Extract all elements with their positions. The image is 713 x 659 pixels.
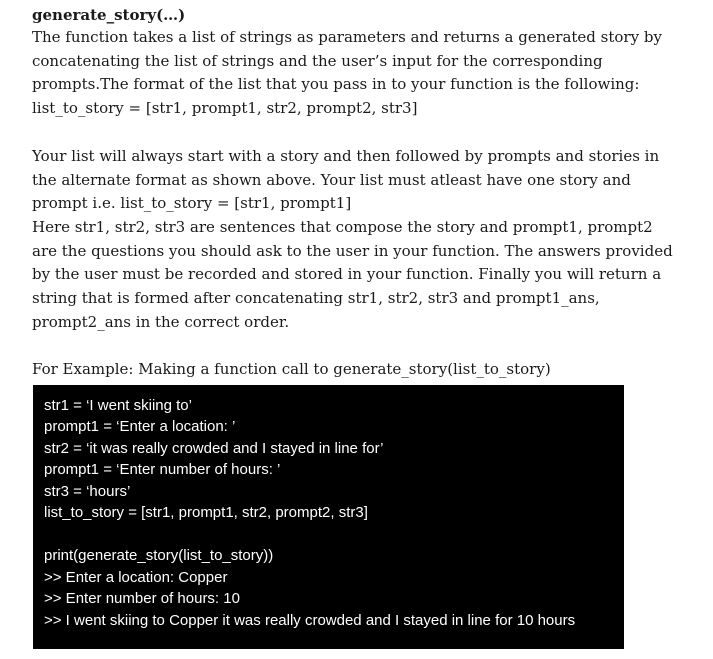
rules-paragraph: [32, 145, 692, 335]
paragraph-line: list_to_story = [str1, prompt1, str2, prompt2, str3]: [32, 99, 418, 118]
paragraph-line: concatenating the list of strings and the user’s input for the corresponding: [32, 51, 603, 70]
paragraph-line: by the user must be recorded and stored in your function. Finally you will return a: [32, 265, 662, 284]
code-line: str1 = ‘I went skiing to’: [44, 397, 192, 414]
code-spacer: [44, 523, 624, 545]
description-paragraph: [32, 26, 692, 121]
paragraph-line: prompts.The format of the list that you pass in to your function is the following:: [32, 75, 640, 94]
paragraph-line: Your list will always start with a story and then followed by prompts and stories in: [32, 146, 660, 165]
code-line: >> Enter number of hours: 10: [44, 590, 240, 608]
code-line: list_to_story = [str1, prompt1, str2, prompt2, str3]: [44, 504, 368, 522]
paragraph-spacer: [32, 334, 692, 358]
code-line: >> I went skiing to Copper it was really crowded and I stayed in line for 10 hours: [44, 611, 576, 629]
code-line: str2 = ‘it was really crowded and I stayed in line for’: [44, 439, 384, 457]
code-line: >> Enter a location: Copper: [44, 568, 228, 586]
paragraph-line: string that is formed after concatenating str1, str2, str3 and prompt1_ans,: [32, 289, 600, 308]
paragraph-line: the alternate format as shown above. Your list must atleast have one story and: [32, 170, 631, 189]
paragraph-line: The function takes a list of strings as parameters and returns a generated story by: [32, 28, 662, 46]
code-example-block: [33, 385, 624, 649]
paragraph-line: Here str1, str2, str3 are sentences that compose the story and prompt1, prompt2: [32, 217, 653, 236]
paragraph-line: prompt2_ans in the correct order.: [32, 312, 290, 331]
example-intro: For Example: Making a function call to generate_story(list_to_story): [32, 360, 551, 379]
paragraph-line: are the questions you should ask to the user in your function. The answers provided: [32, 241, 673, 260]
function-heading: generate_story(…): [32, 6, 186, 24]
document-body: [32, 4, 692, 382]
paragraph-line: prompt i.e. list_to_story = [str1, prompt1]: [32, 194, 352, 213]
code-line: prompt1 = ‘Enter number of hours: ’: [44, 461, 281, 479]
code-line: prompt1 = ‘Enter a location: ’: [44, 418, 236, 436]
code-line: print(generate_story(list_to_story)): [44, 547, 274, 565]
code-line: str3 = ‘hours’: [44, 482, 131, 500]
paragraph-spacer: [32, 121, 692, 145]
